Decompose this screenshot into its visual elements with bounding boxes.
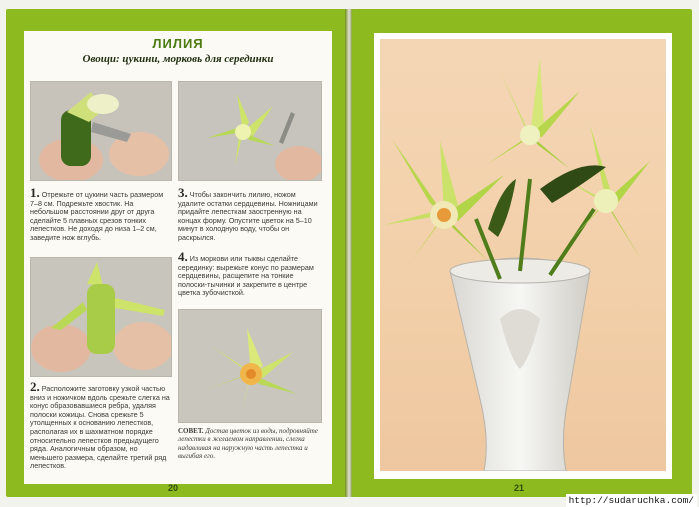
recipe-subtitle: Овощи: цукини, морковь для серединки: [82, 53, 274, 65]
step-2-description: Расположите заготовку узкой частью вниз и ножичком вдоль срежьте слегка на конус образовавшиеся ребра, удаляя полоски кожицы. Снова срежьте 5 утолщенных к основанию лепестков, располагая их в шахматном порядке относительно лепестков предыдущего ряда. Аналогичным образом, но меньшего размера, сделайте третий ряд лепестков.: [30, 384, 170, 471]
tip-description: Достав цветок из воды, подровняйте лепестки в желаемом направлении, слегка надавливая на наружную часть лепестка и выгибая его.: [178, 427, 318, 461]
step-1-description: Отрежьте от цукини часть размером 7–8 см. Подрежьте хвостик. На небольшом расстоянии друг от друга сделайте 5 плавных срезов тонких лепестков. Не доходя до низа 1–2 см, заведите нож вглубь.: [30, 190, 164, 242]
photo-frame: [374, 33, 672, 479]
step-4-text: [178, 249, 320, 298]
lily-arrangement-photo: [380, 39, 666, 471]
step-4-number: 4.: [178, 249, 188, 264]
left-page: [6, 9, 346, 497]
right-page: [352, 9, 692, 497]
page-number-left: 20: [168, 483, 179, 493]
step-3-text: [178, 185, 320, 243]
step-3-description: Чтобы закончить лилию, ножом удалите остатки сердцевины. Ножницами придайте лепесткам заостренную на концах форму. Опустите цветок на 5–10 минут в холодную воду, чтобы он раскрылся.: [178, 190, 318, 242]
watermark-url: http://sudaruchka.com/: [566, 494, 697, 507]
instructions-panel: [24, 31, 332, 484]
step-2-number: 2.: [30, 379, 40, 394]
tip-text: [178, 427, 318, 461]
step-2-photo: [30, 257, 172, 377]
step-1-text: [30, 185, 172, 243]
page-number-right: 21: [514, 483, 525, 493]
step-3-number: 3.: [178, 185, 188, 200]
step-4-description: Из моркови или тыквы сделайте серединку: вырежьте конус по размерам сердцевины, расщепите на тонкие полоски-тычинки и закрепите в центре цветка зубочисткой.: [178, 254, 314, 298]
step-1-photo: [30, 81, 172, 181]
step-2-text: [30, 379, 172, 471]
tip-label: СОВЕТ.: [178, 427, 204, 435]
step-1-number: 1.: [30, 185, 40, 200]
step-4-photo: [178, 309, 322, 423]
recipe-title: ЛИЛИЯ: [152, 36, 204, 51]
step-3-photo: [178, 81, 322, 181]
